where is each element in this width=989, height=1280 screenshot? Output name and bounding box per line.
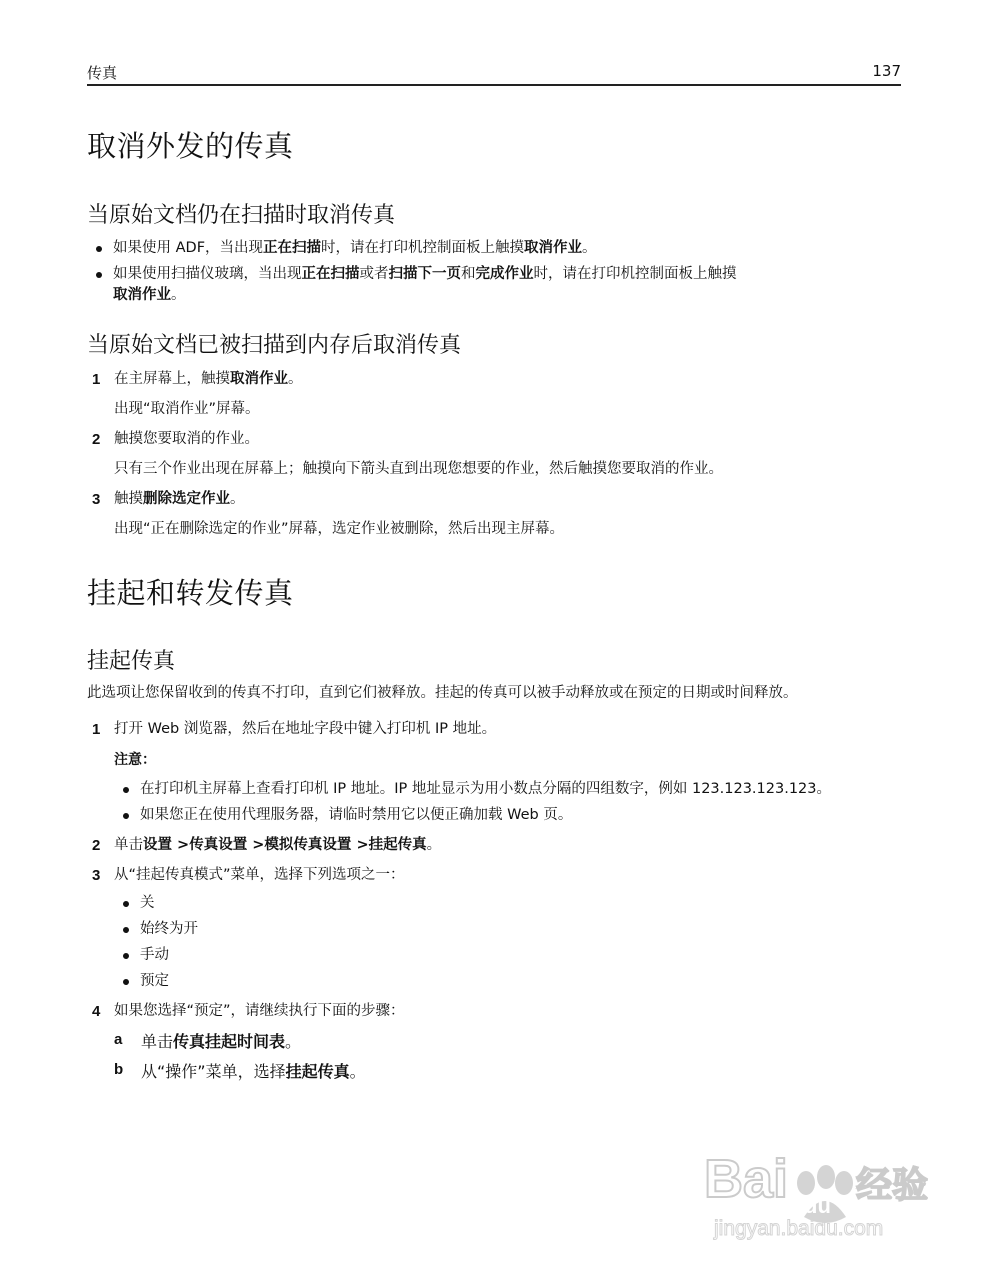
section-title-hold-forward-fax: 挂起和转发传真	[87, 576, 294, 611]
menu-path: 设置 >传真设置 >模拟传真设置 >挂起传真	[143, 837, 427, 854]
subsection-title-hold-fax: 挂起传真	[87, 648, 176, 674]
running-header-section: 传真	[87, 64, 118, 82]
header-divider	[87, 84, 901, 86]
subsection-title-cancel-while-scanning: 当原始文档仍在扫描时取消传真	[87, 203, 396, 229]
step-3: 3 触摸删除选定作业。 出现“正在删除选定的作业”屏幕，选定作业被删除，然后出现主屏幕。	[87, 489, 902, 540]
note-list	[114, 779, 902, 826]
step-result: 出现“正在删除选定的作业”屏幕，选定作业被删除，然后出现主屏幕。	[114, 521, 565, 538]
step-3-select-mode: 3 从“挂起传真模式”菜单，选择下列选项之一： 关 始终为开 手动 预定	[87, 865, 902, 992]
list-item: 如果您正在使用代理服务器，请临时禁用它以便正确加载 Web 页。	[114, 805, 902, 826]
substep-b: b 从“操作”菜单，选择挂起传真。	[114, 1061, 366, 1082]
option-scheduled: 预定	[114, 971, 902, 992]
step-1: 1 在主屏幕上，触摸取消作业。 出现“取消作业”屏幕。	[87, 369, 902, 420]
step-4-scheduled: 4 如果您选择“预定”，请继续执行下面的步骤： a 单击传真挂起时间表。 b 从“操作”菜单，选择挂起传真。	[87, 1001, 902, 1082]
subsection-title-cancel-after-scanned: 当原始文档已被扫描到内存后取消传真	[87, 332, 462, 358]
step-result: 只有三个作业出现在屏幕上；触摸向下箭头直到出现您想要的作业，然后触摸您要取消的作业。	[114, 461, 723, 478]
baidu-jingyan-watermark	[700, 1125, 940, 1245]
option-manual: 手动	[114, 945, 902, 966]
intro-paragraph: 此选项让您保留收到的传真不打印，直到它们被释放。挂起的传真可以被手动释放或在预定的日期或时间释放。	[87, 685, 798, 702]
section-title-cancel-outgoing-fax: 取消外发的传真	[87, 129, 294, 163]
list-item: 在打印机主屏幕上查看打印机 IP 地址。IP 地址显示为用小数点分隔的四组数字，例如 123.123.123.123。	[114, 779, 902, 800]
step-1-open-browser: 1 打开 Web 浏览器，然后在地址字段中键入打印机 IP 地址。 注意： 在打印机主屏幕上查看打印机 IP 地址。IP 地址显示为用小数点分隔的四组数字，例如 123.123.123.123。 如果您正在使用代理服务器，请临时禁用它以便正确加载 Web 页。	[87, 719, 902, 826]
watermark-bai: Bai	[704, 1149, 789, 1209]
list-item: 如果使用扫描仪玻璃，当出现正在扫描或者扫描下一页和完成作业时，请在打印机控制面板上触摸 取消作业。	[87, 264, 902, 306]
page-number: 137	[872, 62, 901, 80]
step-2: 2 触摸您要取消的作业。 只有三个作业出现在屏幕上；触摸向下箭头直到出现您想要的作业，然后触摸您要取消的作业。	[87, 429, 902, 480]
option-always-on: 始终为开	[114, 919, 902, 940]
list-item: 如果使用 ADF，当出现正在扫描时，请在打印机控制面板上触摸取消作业。	[87, 238, 902, 259]
hold-mode-options	[114, 893, 902, 992]
cancel-while-scanning-list	[87, 238, 902, 306]
substep-a: a 单击传真挂起时间表。	[114, 1031, 302, 1052]
step-result: 出现“取消作业”屏幕。	[114, 401, 260, 418]
watermark-url: jingyan.baidu.com	[714, 1217, 884, 1240]
page-content	[87, 128, 902, 1091]
watermark-jingyan: 经验	[856, 1165, 929, 1206]
step-2-click-settings: 2 单击设置 >传真设置 >模拟传真设置 >挂起传真。	[92, 837, 442, 855]
note-label: 注意：	[114, 752, 156, 769]
watermark-du: du	[804, 1193, 831, 1218]
option-off: 关	[114, 893, 902, 914]
